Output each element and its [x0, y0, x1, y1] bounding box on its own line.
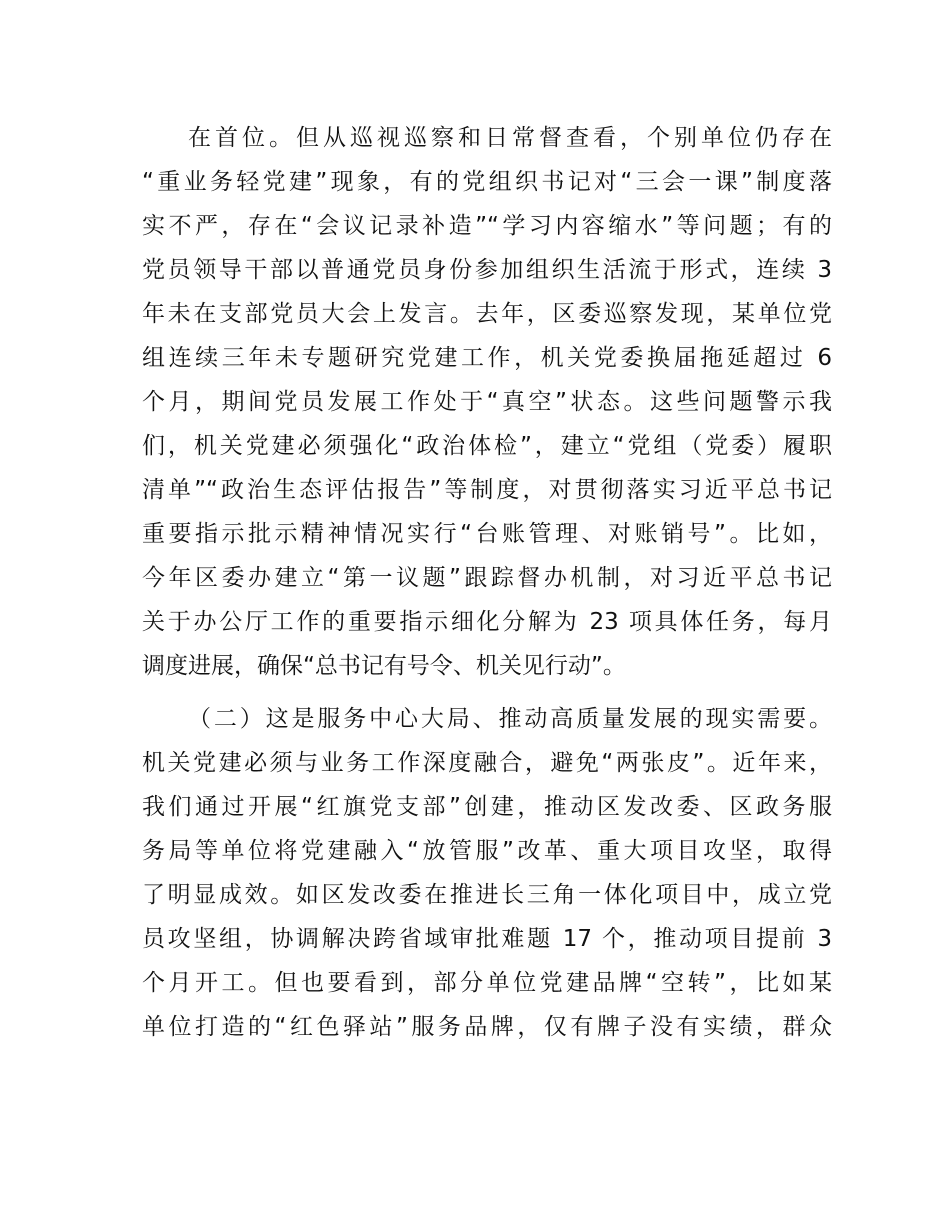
text-line: 实不严，存在“会议记录补造”“学习内容缩水”等问题；有的	[142, 213, 832, 239]
text-line: 今年区委办建立“第一议题”跟踪督办机制，对习近平总书记	[142, 565, 832, 591]
text-line: 了明显成效。如区发改委在推进长三角一体化项目中，成立党	[142, 882, 832, 908]
text-line: 单位打造的“红色驿站”服务品牌，仅有牌子没有实绩，群众	[142, 1014, 832, 1040]
text-line: 关于办公厅工作的重要指示细化分解为 23 项具体任务，每月	[142, 609, 832, 635]
paragraph-2	[142, 697, 832, 1049]
text-line: 我们通过开展“红旗党支部”创建，推动区发改委、区政务服	[142, 794, 832, 820]
text-line: 在首位。但从巡视巡察和日常督查看，个别单位仍存在	[188, 125, 832, 151]
text-line: 机关党建必须与业务工作深度融合，避免“两张皮”。近年来，	[142, 750, 832, 776]
text-line: 重要指示批示精神情况实行“台账管理、对账销号”。比如，	[142, 521, 832, 547]
text-line: 务局等单位将党建融入“放管服”改革、重大项目攻坚，取得	[142, 838, 832, 864]
paragraph-1	[142, 116, 832, 688]
text-line: 年未在支部党员大会上发言。去年，区委巡察发现，某单位党	[142, 301, 832, 327]
text-line: 组连续三年未专题研究党建工作，机关党委换届拖延超过 6	[142, 345, 832, 371]
text-line: 个月开工。但也要看到，部分单位党建品牌“空转”，比如某	[142, 970, 832, 996]
text-line: （二）这是服务中心大局、推动高质量发展的现实需要。	[188, 706, 832, 732]
text-line: 们，机关党建必须强化“政治体检”，建立“党组（党委）履职	[142, 433, 832, 459]
text-line: 员攻坚组，协调解决跨省域审批难题 17 个，推动项目提前 3	[142, 926, 832, 952]
text-line: 个月，期间党员发展工作处于“真空”状态。这些问题警示我	[142, 389, 832, 415]
text-line: 清单”“政治生态评估报告”等制度，对贯彻落实习近平总书记	[142, 477, 832, 503]
text-line: “重业务轻党建”现象，有的党组织书记对“三会一课”制度落	[142, 169, 832, 195]
text-line: 调度进展，确保“总书记有号令、机关见行动”。	[142, 653, 626, 679]
text-line: 党员领导干部以普通党员身份参加组织生活流于形式，连续 3	[142, 257, 832, 283]
